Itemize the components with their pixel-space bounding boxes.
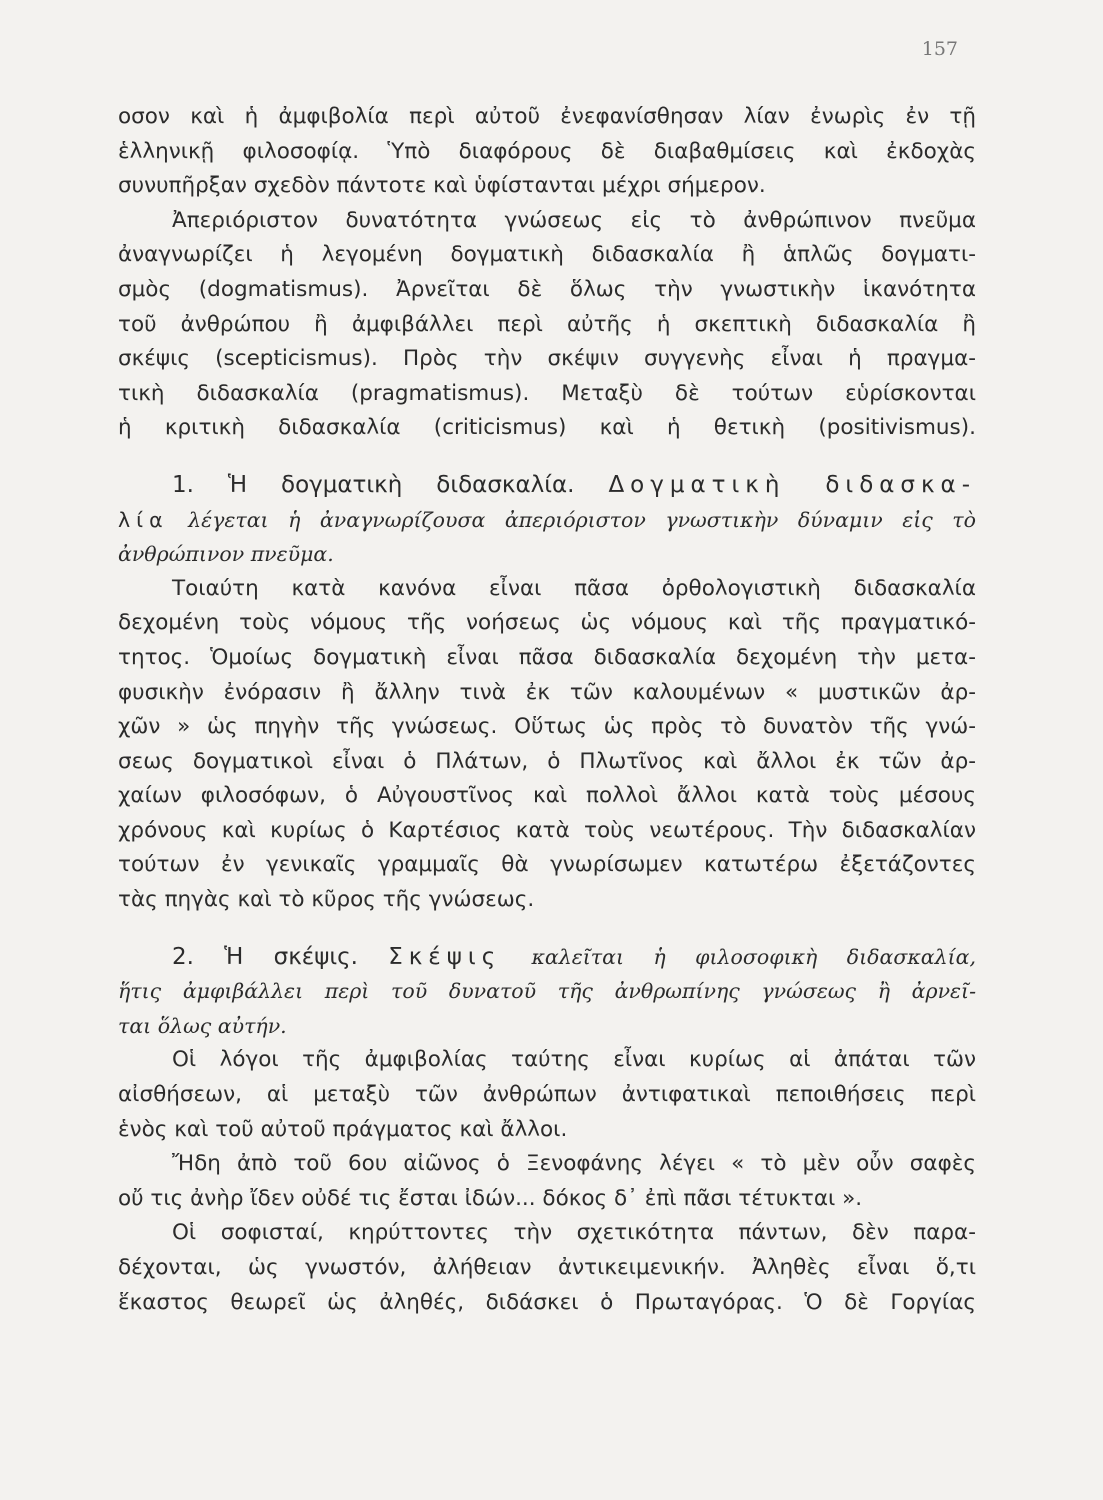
- text-line: τοῦ ἀνθρώπου ἢ ἀμφιβάλλει περὶ αὐτῆς ἡ σκεπτικὴ διδασκαλία ἢ: [118, 311, 976, 337]
- section-1-term-cont: λία: [118, 507, 169, 532]
- text-line: ἑνὸς καὶ τοῦ αὐτοῦ πράγματος καὶ ἄλλοι.: [118, 1116, 568, 1142]
- section-2-definition-end: ται ὅλως αὐτήν.: [118, 1013, 287, 1038]
- section-2-definition-text: καλεῖται ἡ φιλοσοφικὴ διδασκαλία,: [531, 944, 977, 969]
- text-line: αἰσθήσεων, αἱ μεταξὺ τῶν ἀνθρώπων ἀντιφατικαὶ πεποιθήσεις περὶ: [118, 1082, 976, 1108]
- section-1-heading-line: [118, 468, 976, 503]
- text-line: χρόνους καὶ κυρίως ὁ Καρτέσιος κατὰ τοὺς νεωτέρους. Τὴν διδασκαλίαν: [118, 817, 976, 843]
- text-line: χῶν » ὡς πηγὴν τῆς γνώσεως. Οὕτως ὡς πρὸς τὸ δυνατὸν τῆς γνώ-: [118, 714, 976, 740]
- text-line: οὔ τις ἀνὴρ ἴδεν οὐδέ τις ἔσται ἰδών... δόκος δ᾽ ἐπὶ πᾶσι τέτυκται ».: [118, 1185, 863, 1211]
- text-line: σμὸς (dogmatismus). Ἀρνεῖται δὲ ὅλως τὴν γνωστικὴν ἱκανότητα: [118, 276, 976, 302]
- text-line: Οἱ λόγοι τῆς ἀμφιβολίας ταύτης εἶναι κυρίως αἱ ἀπάται τῶν: [172, 1047, 976, 1073]
- section-2-heading: 2. Ἡ σκέψις.: [172, 943, 358, 970]
- text-line: φυσικὴν ἐνόρασιν ἢ ἄλλην τινὰ ἐκ τῶν καλουμένων « μυστικῶν ἀρ-: [118, 679, 976, 705]
- text-line: τικὴ διδασκαλία (pragmatismus). Μεταξὺ δὲ τούτων εὑρίσκονται: [118, 380, 976, 406]
- text-line: οσον καὶ ἡ ἀμφιβολία περὶ αὐτοῦ ἐνεφανίσθησαν λίαν ἐνωρὶς ἐν τῇ: [118, 104, 976, 129]
- text-line: συνυπῆρξαν σχεδὸν πάντοτε καὶ ὑφίστανται μέχρι σήμερον.: [118, 173, 766, 199]
- text-line: ἀναγνωρίζει ἡ λεγομένη δογματικὴ διδασκαλία ἢ ἁπλῶς δογματι-: [118, 242, 976, 268]
- page-text: [118, 100, 976, 1320]
- text-line: σεως δογματικοὶ εἶναι ὁ Πλάτων, ὁ Πλωτῖνος καὶ ἄλλοι ἐκ τῶν ἀρ-: [118, 748, 976, 774]
- section-2-term: Σκέψις: [388, 943, 502, 970]
- page-number: 157: [921, 38, 958, 60]
- text-line: δέχονται, ὡς γνωστόν, ἀλήθειαν ἀντικειμενικήν. Ἀληθὲς εἶναι ὅ,τι: [118, 1255, 976, 1280]
- section-2-definition: ἥτις ἀμφιβάλλει περὶ τοῦ δυνατοῦ τῆς ἀνθρωπίνης γνώσεως ἢ ἀρνεῖ-: [118, 979, 976, 1004]
- text-line: τούτων ἐν γενικαῖς γραμμαῖς θὰ γνωρίσωμεν κατωτέρω ἐξετάζοντες: [118, 852, 976, 878]
- text-line: Τοιαύτη κατὰ κανόνα εἶναι πᾶσα ὀρθολογιστικὴ διδασκαλία: [172, 575, 976, 601]
- text-line: τητος. Ὁμοίως δογματικὴ εἶναι πᾶσα διδασκαλία δεχομένη τὴν μετα-: [118, 644, 976, 670]
- text-line: Ἀπεριόριστον δυνατότητα γνώσεως εἰς τὸ ἀνθρώπινον πνεῦμα: [172, 207, 976, 233]
- section-1-term: Δογματικὴ διδασκα-: [608, 471, 977, 498]
- text-line: χαίων φιλοσόφων, ὁ Αὐγουστῖνος καὶ πολλοὶ ἄλλοι κατὰ τοὺς μέσους: [118, 783, 976, 809]
- text-line: Οἱ σοφισταί, κηρύττοντες τὴν σχετικότητα πάντων, δὲν παρα-: [172, 1220, 976, 1246]
- section-1-definition-end: ἀνθρώπινον πνεῦμα.: [118, 542, 334, 567]
- text-line: τὰς πηγὰς καὶ τὸ κῦρος τῆς γνώσεως.: [118, 887, 535, 913]
- text-line: ἑλληνικῇ φιλοσοφίᾳ. Ὑπὸ διαφόρους δὲ διαβαθμίσεις καὶ ἐκδοχὰς: [118, 138, 976, 164]
- text-line: σκέψις (scepticismus). Πρὸς τὴν σκέψιν συγγενὴς εἶναι ἡ πραγμα-: [118, 346, 976, 372]
- text-line: ἕκαστος θεωρεῖ ὡς ἀληθές, διδάσκει ὁ Πρωταγόρας. Ὁ δὲ Γοργίας: [118, 1289, 976, 1315]
- section-1-definition-text: λέγεται ἡ ἀναγνωρίζουσα ἀπεριόριστον γνωστικὴν δύναμιν εἰς τὸ: [188, 507, 976, 532]
- section-1-definition: [118, 503, 976, 538]
- text-line: δεχομένη τοὺς νόμους τῆς νοήσεως ὡς νόμους καὶ τῆς πραγματικό-: [118, 610, 976, 636]
- text-line: Ἤδη ἀπὸ τοῦ 6ου αἰῶνος ὁ Ξενοφάνης λέγει « τὸ μὲν οὖν σαφὲς: [172, 1151, 976, 1177]
- section-2-heading-line: [118, 940, 976, 975]
- section-1-heading: 1. Ἡ δογματικὴ διδασκαλία.: [172, 471, 575, 498]
- text-line: ἡ κριτικὴ διδασκαλία (criticismus) καὶ ἡ θετικὴ (positivismus).: [118, 415, 976, 441]
